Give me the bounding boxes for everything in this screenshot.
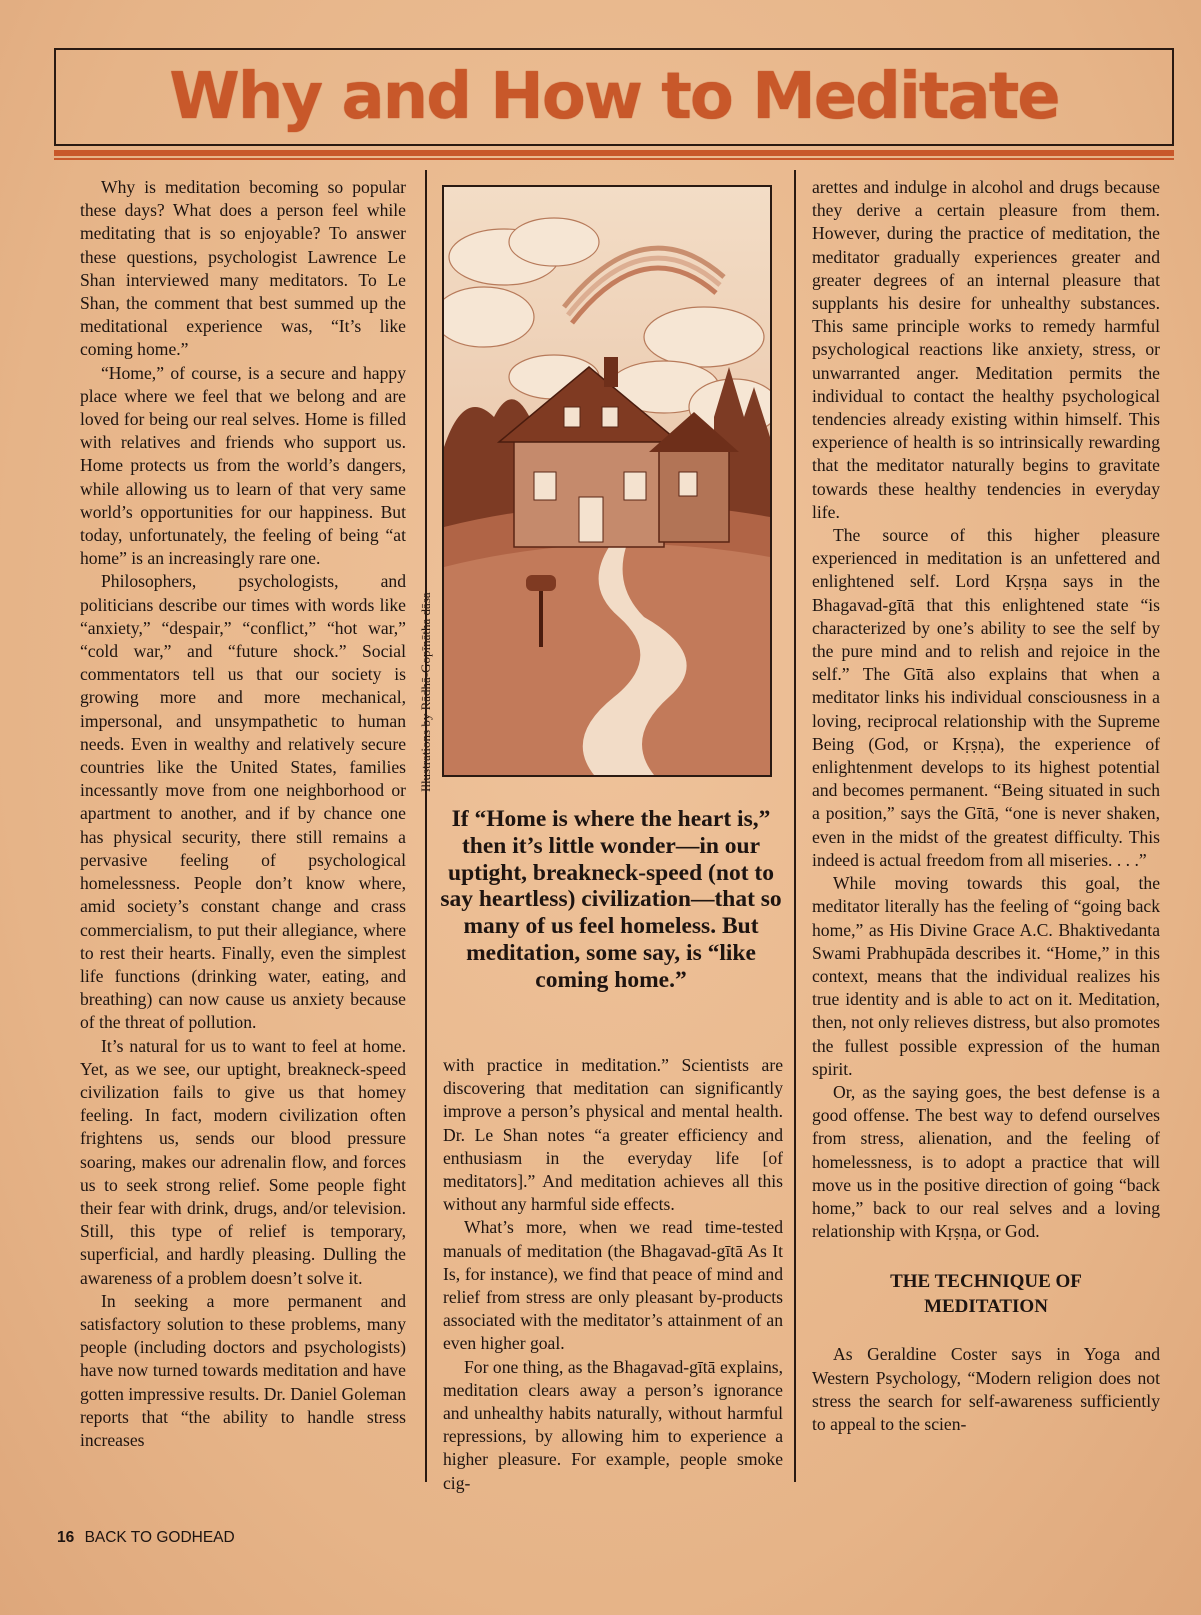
title-box [54, 48, 1174, 146]
publication-name: BACK TO GODHEAD [84, 1529, 235, 1546]
title-rule [54, 150, 1174, 156]
page-footer [57, 1529, 235, 1547]
paragraph: arettes and indulge in alcohol and drugs because they derive a certain pleasure from them. However, during the practice of meditation, the meditator gradually experiences greater and greater degrees of an internal pleasure that supplants his desire for unhealthy substances. This same principle works to remedy harmful psychological reactions like anxiety, stress, or unwarranted anger. Meditation permits the individual to contact the healthy psychological tendencies already existing within himself. This experience of health is so intrinsically rewarding that the meditator naturally begins to gravitate towards these healthy tendencies in everyday life. [812, 177, 1160, 522]
column-2 [443, 1054, 783, 1495]
page-number: 16 [57, 1529, 75, 1546]
page-title: Why and How to Meditate [169, 60, 1059, 134]
section-heading-line: THE TECHNIQUE OF [890, 1271, 1082, 1293]
house-drawing [444, 187, 770, 775]
paragraph: The source of this higher pleasure experienced in meditation is an unfettered and enlightened self. Lord Kṛṣṇa says in the Bhagavad-gītā that this enlightened state “is characterized by one’s ability to see the self by the pure mind and to relish and rejoice in the self.” The Gītā also explains that when a meditator links his individual consciousness in a loving, reciprocal relationship with the Supreme Being (God, or Kṛṣṇa), the experience of enlightenment develops to its highest potential and becomes permanent. “Being situated in such a position,” says the Gītā, “one is never shaken, even in the midst of the greatest difficulty. This indeed is actual freedom from all miseries. . . .” [812, 525, 1160, 870]
paragraph: “Home,” of course, is a secure and happy place where we feel that we belong and are loved for being our real selves. Home is filled with relatives and friends who support us. Home protects us from the world’s dangers, while allowing us to learn of that very same world’s opportunities for our happiness. But today, unfortunately, the feeling of being “at home” is an increasingly rare one. [80, 362, 406, 569]
section-heading [812, 1269, 1160, 1319]
column-1 [80, 176, 406, 1452]
paragraph: What’s more, when we read time-tested manuals of meditation (the Bhagavad-gītā As It Is, for instance), we find that peace of mind and relief from stress are only pleasant by-products associated with the meditator’s attainment of an even higher goal. [443, 1217, 783, 1354]
paragraph: While moving towards this goal, the meditator literally has the feeling of “going back home,” as His Divine Grace A.C. Bhaktivedanta Swami Prabhupāda describes it. “Home,” in this context, means that the individual realizes his true identity and is able to act on it. Meditation, then, not only relieves distress, but also promotes the fullest possible expression of the human spirit. [812, 873, 1160, 1079]
illustration-credit: Illustrations by Rādhā-Gopīnātha dāsa [418, 592, 433, 792]
paragraph: As Geraldine Coster says in Yoga and Western Psychology, “Modern religion does not stress the search for self-awareness sufficiently to appeal to the scien- [812, 1344, 1160, 1434]
column-divider-left [425, 170, 427, 1482]
paragraph: In seeking a more permanent and satisfactory solution to these problems, many people (including doctors and psychologists) have now turned towards meditation and have gotten impressive results. Dr. Daniel Goleman reports that “the ability to handle stress increases [80, 1290, 406, 1450]
paragraph: Why is meditation becoming so popular these days? What does a person feel while meditating that is so enjoyable? To answer these questions, psychologist Lawrence Le Shan interviewed many meditators. To Le Shan, the comment that best summed up the meditational experience was, “It’s like coming home.” [80, 177, 406, 360]
section-heading-line: MEDITATION [924, 1296, 1048, 1318]
paragraph: For one thing, as the Bhagavad-gītā explains, meditation clears away a person’s ignorance and unhealthy habits naturally, without harmful repressions, by allowing him to experience a higher pleasure. For example, people smoke cig- [443, 1356, 783, 1493]
title-rule-thin [54, 158, 1174, 160]
pull-quote: If “Home is where the heart is,” then it’s little wonder—in our uptight, breakneck-speed (not to say heartless) civilization—that so many of us feel homeless. But meditation, some say, is “like coming home.” [440, 806, 782, 993]
paragraph: Philosophers, psychologists, and politicians describe our times with words like “anxiety,” “despair,” “conflict,” “hot war,” “cold war,” and “future shock.” Social commentators tell us that our society is growing more and more mechanical, impersonal, and unsympathetic to human needs. Even in wealthy and relatively secure countries like the United States, families incessantly move from one neighborhood or apartment to another, and if by chance one has physical security, there still remains a pervasive feeling of psychological homelessness. People don’t know where, amid society’s constant change and crass commercialism, to put their allegiance, where to rest their hearts. Finally, even the simplest life functions (drinking water, eating, and breathing) can now cause us anxiety because of the threat of pollution. [80, 571, 406, 1033]
column-divider-right [794, 170, 796, 1482]
house-illustration [442, 185, 772, 777]
column-3 [812, 176, 1160, 1436]
paragraph: with practice in meditation.” Scientists are discovering that meditation can significantly improve a person’s physical and mental health. Dr. Le Shan notes “a greater efficiency and enthusiasm in the everyday life [of meditators].” And meditation achieves all this without any harmful side effects. [443, 1055, 783, 1215]
paragraph: It’s natural for us to want to feel at home. Yet, as we see, our uptight, breakneck-speed civilization fails to give us that homey feeling. In fact, modern civilization often frightens us, sends our blood pressure soaring, makes our adrenalin flow, and forces us to seek strong relief. Some people fight their fear with drink, drugs, and/or television. Still, this type of relief is temporary, superficial, and hardly pleasing. Dulling the awareness of a problem doesn’t solve it. [80, 1035, 406, 1288]
paragraph: Or, as the saying goes, the best defense is a good offense. The best way to defend ourselves from stress, alienation, and the feeling of homelessness, is to adopt a practice that will move us in the positive direction of going “back home,” back to our real selves and a loving relationship with Kṛṣṇa, or God. [812, 1081, 1160, 1242]
